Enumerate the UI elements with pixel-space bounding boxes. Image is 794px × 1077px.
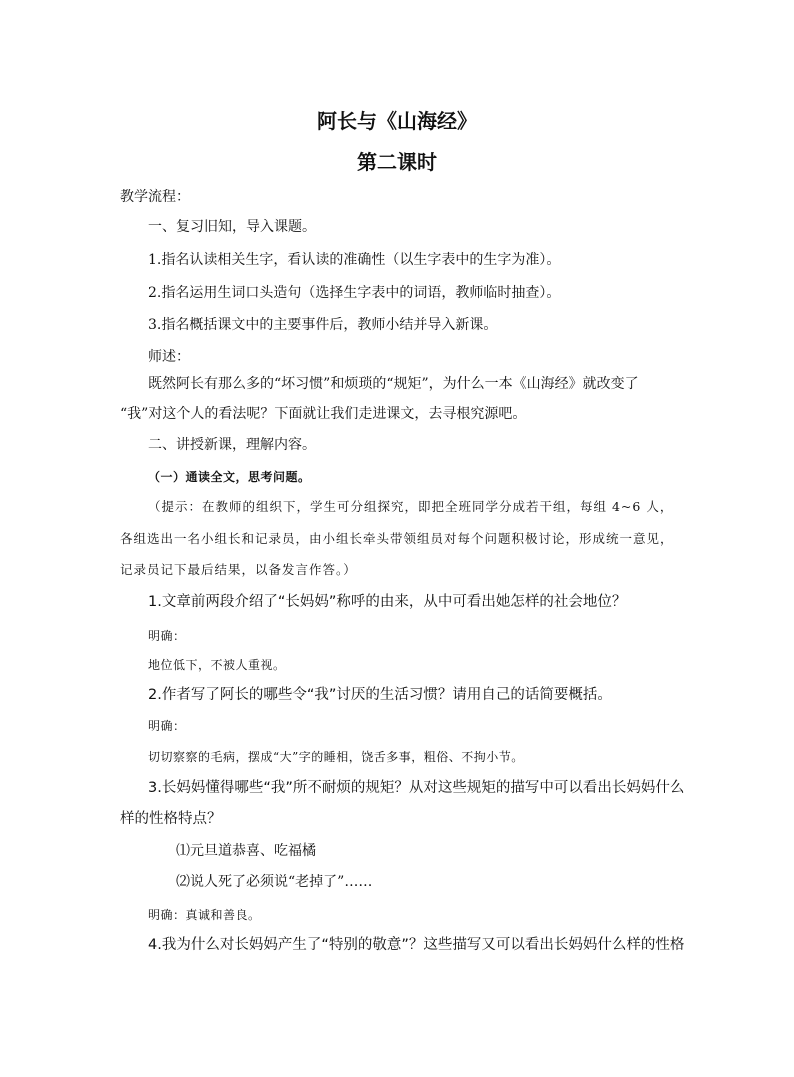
section1-heading: 一、复习旧知，导入课题。 [148, 219, 316, 235]
document-subtitle: 第二课时 [357, 150, 437, 174]
question-3-line-2: 样的性格特点？ [120, 811, 222, 827]
question-1-answer: 地位低下，不被人重视。 [148, 658, 286, 672]
question-2-label: 明确： [148, 719, 186, 733]
section2-heading: 二、讲授新课，理解内容。 [148, 437, 316, 453]
question-4: 4.我为什么对长妈妈产生了“特别的敬意”？这些描写又可以看出长妈妈什么样的性格 [148, 937, 685, 953]
question-2: 2.作者写了阿长的哪些令“我”讨厌的生活习惯？请用自己的话简要概括。 [148, 687, 612, 703]
tip-line-2: 各组选出一名小组长和记录员，由小组长牵头带领组员对每个问题积极讨论，形成统一意见， [120, 531, 674, 546]
flow-label: 教学流程： [120, 189, 190, 205]
tip-line-1: （提示：在教师的组织下，学生可分组探究，即把全班同学分成若干组，每组 4~6 人， [148, 499, 674, 514]
teacher-text-line-2: “我”对这个人的看法呢？下面就让我们走进课文，去寻根究源吧。 [120, 406, 527, 422]
question-2-answer: 切切察察的毛病，摆成“大”字的睡相，饶舌多事，粗俗、不拘小节。 [148, 750, 524, 764]
tip-line-3: 记录员记下最后结果，以备发言作答。） [120, 562, 357, 577]
subsection-1-heading: （一）通读全文，思考问题。 [148, 470, 311, 484]
section1-item-2: 2.指名运用生词口头造句（选择生字表中的词语，教师临时抽查）。 [148, 285, 561, 301]
document-title: 阿长与《山海经》 [317, 109, 477, 133]
question-1: 1.文章前两段介绍了“长妈妈”称呼的由来，从中可看出她怎样的社会地位？ [148, 594, 627, 610]
question-3-line-1: 3.长妈妈懂得哪些“我”所不耐烦的规矩？从对这些规矩的描写中可以看出长妈妈什么 [148, 780, 685, 796]
teacher-text-line-1: 既然阿长有那么多的“坏习惯”和烦琐的“规矩”，为什么一本《山海经》就改变了 [148, 376, 639, 392]
section1-item-1: 1.指名认读相关生字，看认读的准确性（以生字表中的生字为准）。 [148, 252, 561, 268]
section1-item-3: 3.指名概括课文中的主要事件后，教师小结并导入新课。 [148, 317, 498, 333]
question-3-point-2: ⑵说人死了必须说“老掉了”…… [176, 874, 373, 890]
question-3-answer: 明确：真诚和善良。 [148, 908, 261, 922]
teacher-label: 师述： [148, 349, 190, 365]
question-3-point-1: ⑴元旦道恭喜、吃福橘 [176, 843, 316, 859]
question-1-label: 明确： [148, 629, 186, 643]
